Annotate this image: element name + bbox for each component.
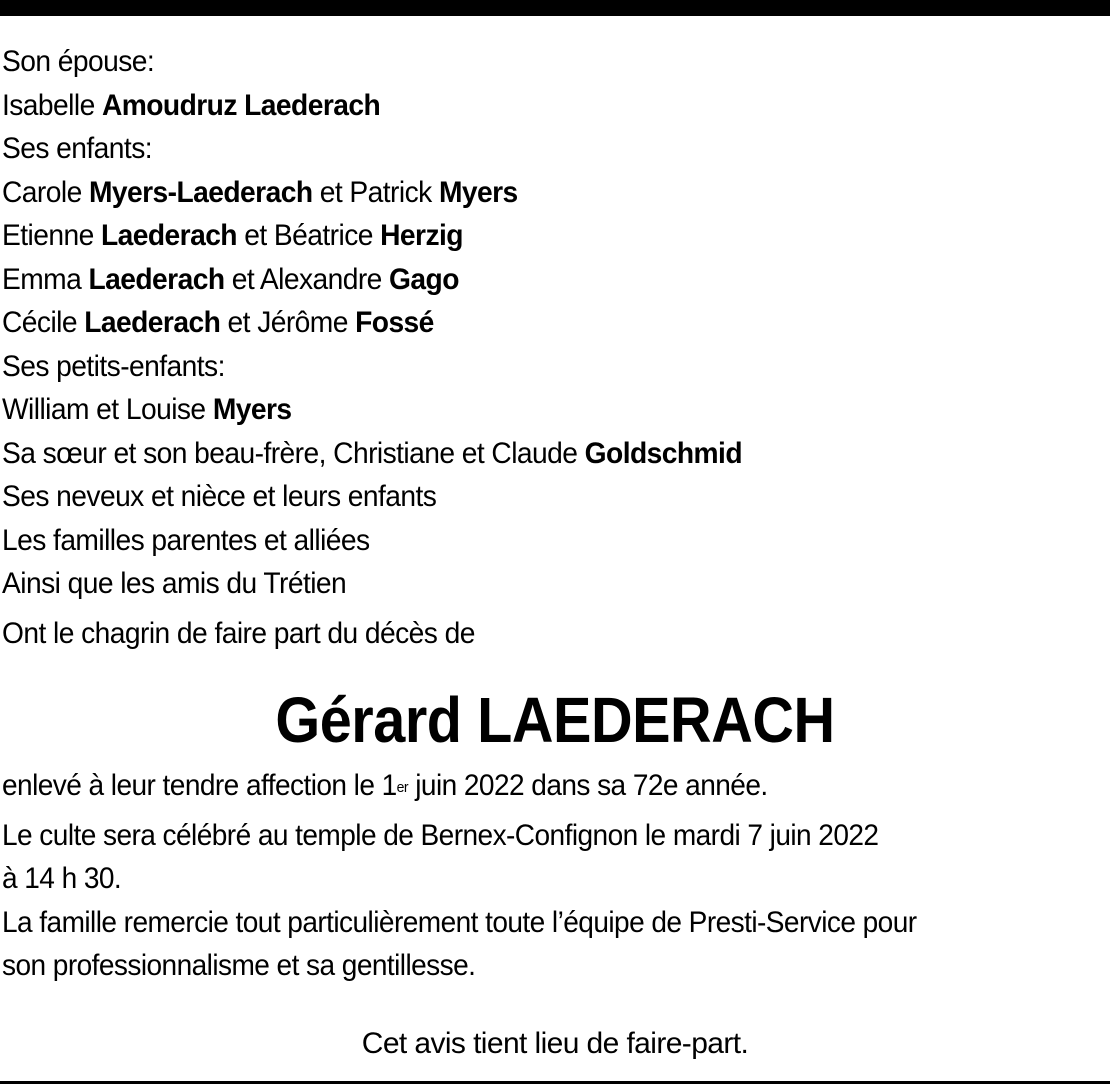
family-surname: Amoudruz Laederach bbox=[101, 88, 381, 122]
family-surname: Myers-Laederach bbox=[88, 175, 313, 209]
family-line bbox=[2, 301, 1042, 345]
family-surname: Herzig bbox=[380, 219, 463, 252]
family-line bbox=[2, 345, 1042, 389]
obituary-notice bbox=[2, 40, 1108, 988]
family-line bbox=[2, 171, 1042, 215]
family-text: Emma bbox=[2, 262, 89, 296]
family-surname: Gago bbox=[389, 262, 459, 296]
signoff-line: Cet avis tient lieu de faire-part. bbox=[361, 1027, 749, 1060]
family-surname: Goldschmid bbox=[584, 436, 742, 470]
deceased-name: Gérard LAEDERACH bbox=[275, 684, 835, 756]
family-line bbox=[2, 214, 1042, 258]
family-text: Cécile bbox=[2, 306, 85, 339]
announcement-line: Ont le chagrin de faire part du décès de bbox=[2, 616, 475, 650]
family-surname: Myers bbox=[212, 393, 292, 426]
family-text: Carole bbox=[2, 175, 89, 209]
family-text: Ses neveux et nièce et leurs enfants bbox=[2, 480, 437, 513]
family-line bbox=[2, 519, 1042, 563]
family-line bbox=[2, 258, 1042, 302]
thanks-line-1: La famille remercie tout particulièrement toute l’équipe de Presti-Service pour bbox=[2, 905, 917, 939]
death-line-after: juin 2022 dans sa 72e année. bbox=[408, 769, 768, 802]
family-surname: Laederach bbox=[88, 262, 225, 296]
family-line bbox=[2, 562, 1042, 606]
family-text: Sa sœur et son beau-frère, Christiane et Claude bbox=[2, 436, 585, 470]
family-text: et Alexandre bbox=[224, 262, 390, 296]
family-text: Ses petits-enfants: bbox=[2, 349, 225, 383]
family-line bbox=[2, 127, 1042, 171]
top-rule bbox=[0, 0, 1110, 16]
thanks-line-2: son professionnalisme et sa gentillesse. bbox=[2, 949, 476, 982]
family-text: et Jérôme bbox=[220, 306, 356, 339]
family-text: et Patrick bbox=[312, 175, 439, 209]
service-line-2: à 14 h 30. bbox=[2, 862, 122, 895]
family-line bbox=[2, 388, 1042, 432]
family-list bbox=[2, 40, 1108, 606]
family-line bbox=[2, 40, 1042, 84]
family-surname: Fossé bbox=[355, 306, 434, 339]
death-line bbox=[2, 764, 1036, 808]
family-surname: Myers bbox=[438, 175, 518, 209]
family-line bbox=[2, 432, 1042, 476]
family-surname: Laederach bbox=[84, 306, 221, 339]
service-line-1: Le culte sera célébré au temple de Bernex-Confignon le mardi 7 juin 2022 bbox=[2, 818, 879, 852]
family-text: Isabelle bbox=[2, 88, 102, 122]
family-text: Son épouse: bbox=[2, 45, 155, 78]
bottom-rule bbox=[0, 1081, 1110, 1084]
family-text: et Béatrice bbox=[236, 219, 381, 252]
family-surname: Laederach bbox=[100, 219, 237, 252]
death-line-superscript: er bbox=[396, 779, 409, 796]
family-text: Ses enfants: bbox=[2, 132, 153, 165]
death-line-before: enlevé à leur tendre affection le 1 bbox=[2, 769, 397, 802]
family-text: William et Louise bbox=[2, 393, 213, 426]
family-text: Les familles parentes et alliées bbox=[2, 523, 370, 557]
family-line bbox=[2, 475, 1042, 519]
family-line bbox=[2, 84, 1042, 128]
family-text: Ainsi que les amis du Trétien bbox=[2, 567, 347, 600]
family-text: Etienne bbox=[2, 219, 101, 252]
